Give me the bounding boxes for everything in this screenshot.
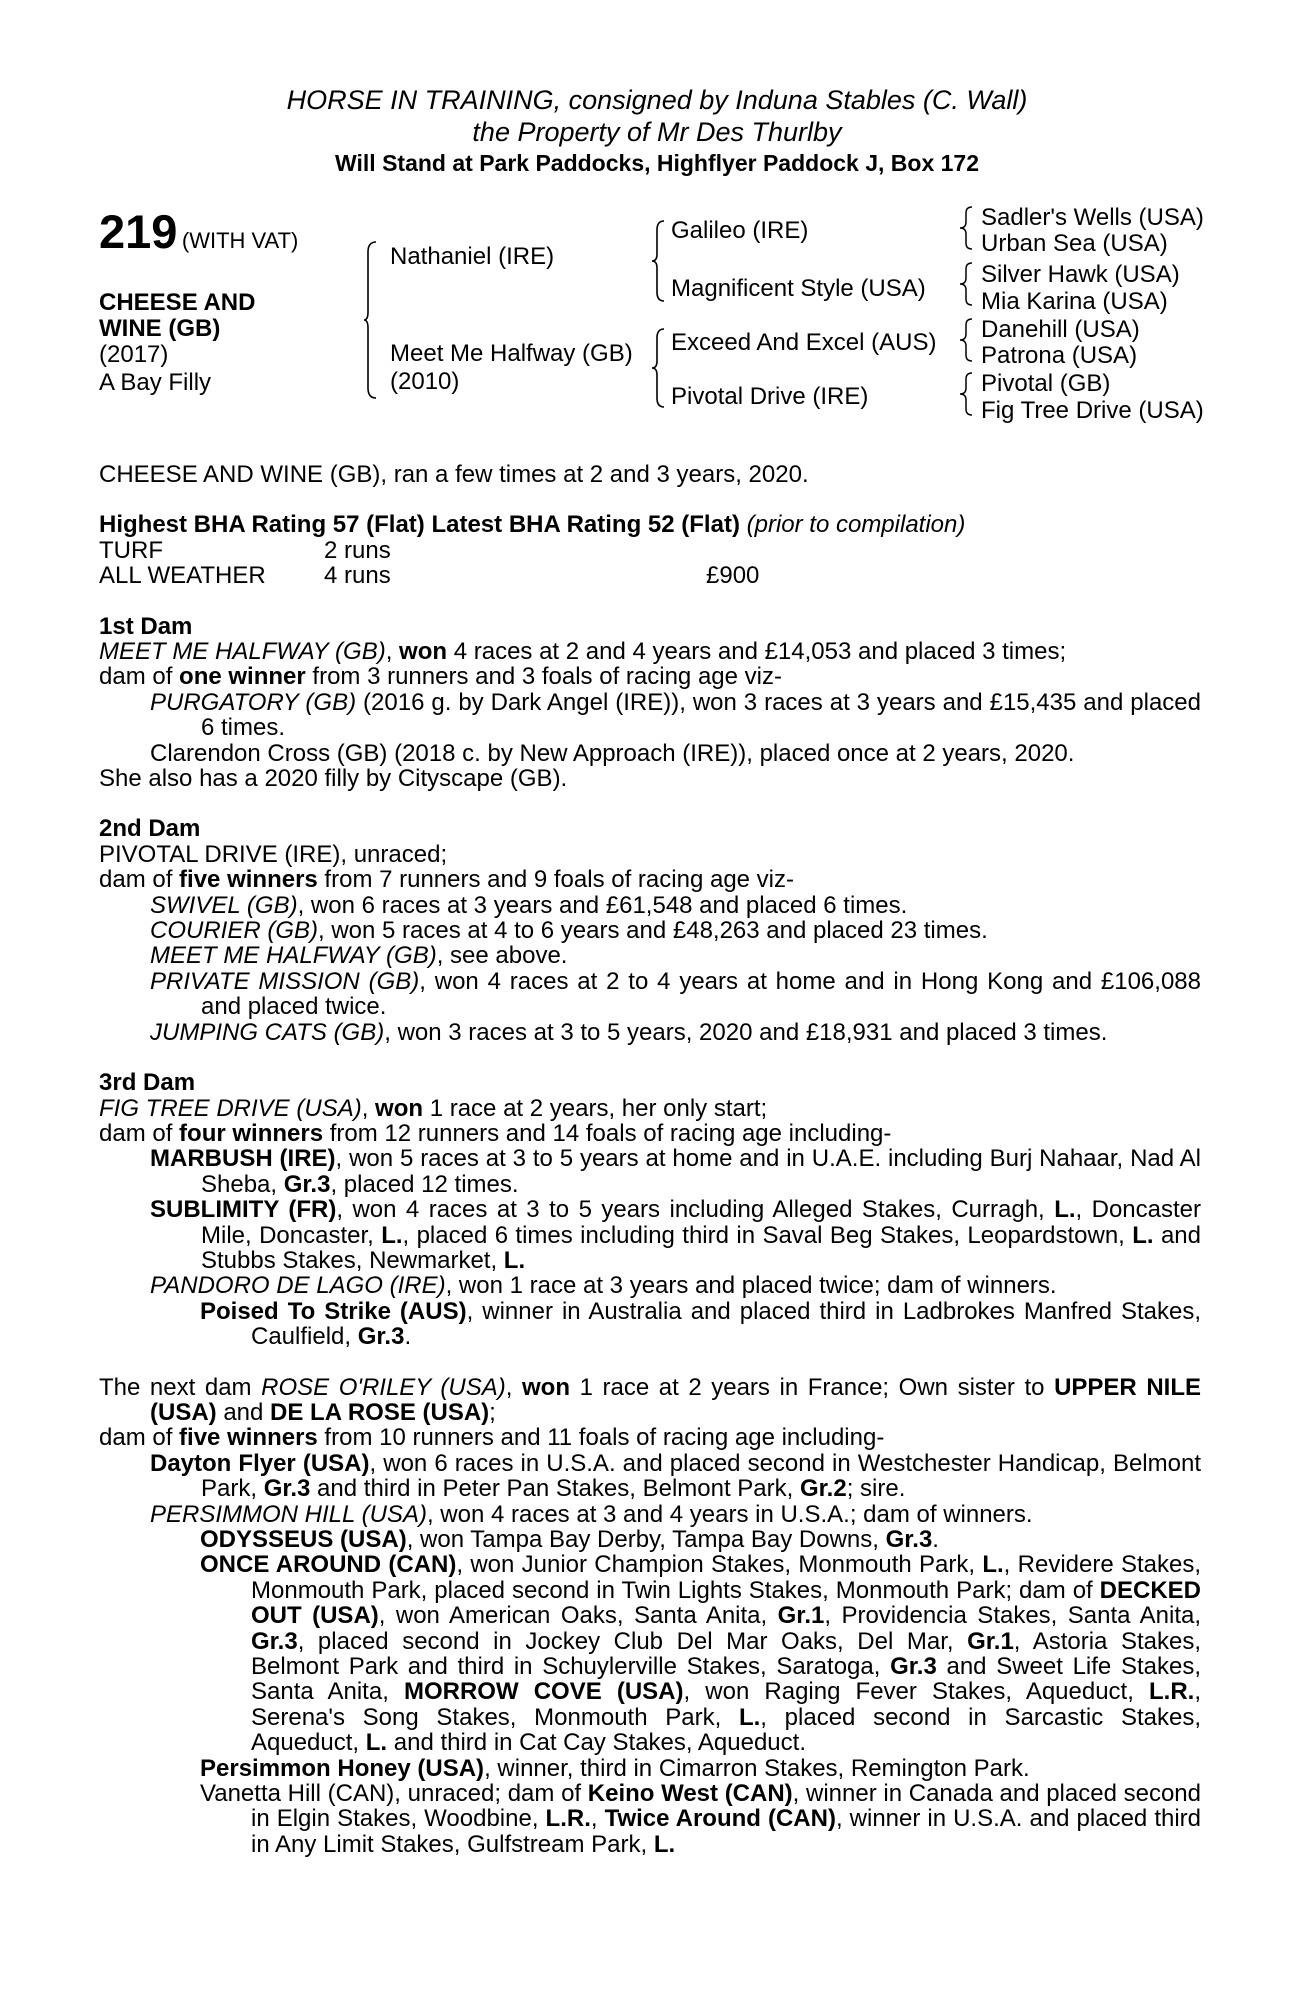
produce-entry (99, 1781, 1201, 1857)
turf-runs: 2 runs (324, 536, 391, 564)
text: from 12 runners and 14 foals of racing age including- (323, 1119, 892, 1147)
text: from 10 runners and 11 foals of racing age including- (317, 1424, 885, 1452)
aw-runs: 4 runs (324, 562, 391, 590)
race-summary: CHEESE AND WINE (GB), ran a few times at 2 and 3 years, 2020. (99, 461, 809, 488)
pedigree-bracket-dam (652, 328, 666, 408)
text: , placed second in Jockey Club Del Mar Oaks, Del Mar, (297, 1627, 968, 1655)
listed-label: L.R. (545, 1805, 591, 1833)
produce-name: ONCE AROUND (CAN) (200, 1551, 457, 1579)
text: , winner in U.S.A. and placed third in Any Limit Stakes, Gulfstream Park, (251, 1805, 1202, 1858)
produce-entry (99, 690, 1201, 741)
pedigree-bracket-dd (960, 372, 974, 416)
text: from 7 runners and 9 foals of racing age viz- (317, 866, 795, 894)
produce-name: SWIVEL (GB) (150, 891, 298, 919)
bha-rating-headline: Highest BHA Rating 57 (Flat) Latest BHA Rating 52 (Flat) (99, 511, 740, 539)
third-dam-name: FIG TREE DRIVE (USA) (99, 1094, 362, 1122)
catalogue-body (99, 462, 1201, 1857)
bha-rating-note: (prior to compilation) (746, 511, 966, 539)
pedigree-sire: Nathaniel (IRE) (390, 243, 555, 270)
produce-entry: Clarendon Cross (GB) (2018 c. by New Approach (IRE)), placed once at 2 years, 2020. (150, 739, 1075, 767)
won-label: won (375, 1094, 424, 1122)
pedigree-dam-sire: Exceed And Excel (AUS) (671, 329, 937, 356)
produce-name: MARBUSH (IRE) (150, 1145, 336, 1173)
text: The next dam (99, 1373, 262, 1401)
first-dam-produce-summary (99, 664, 1201, 689)
text: , won American Oaks, Santa Anita, (378, 1602, 778, 1630)
produce-name: SUBLIMITY (FR) (150, 1196, 337, 1224)
produce-name: PRIVATE MISSION (GB) (150, 967, 420, 995)
produce-entry (99, 1146, 1201, 1197)
won-label: won (399, 638, 448, 665)
text: dam of (99, 663, 180, 691)
winners-count: one winner (179, 663, 306, 691)
grade-label: Gr.3 (251, 1627, 298, 1655)
text: 1 race at 2 years in France; Own sister to (570, 1373, 1055, 1401)
pedigree-bracket-sd (960, 262, 974, 306)
grade-label: Gr.1 (967, 1627, 1014, 1655)
text: , won 5 races at 4 to 6 years and £48,263 and placed 23 times. (318, 917, 988, 945)
text: and Stubbs Stakes, Newmarket, (201, 1221, 1201, 1274)
next-dam-produce-summary (99, 1425, 1201, 1450)
listed-label: L. (982, 1551, 1004, 1579)
produce-entry (99, 1552, 1201, 1755)
produce-entry (99, 918, 1201, 943)
pedigree-dam-dam: Pivotal Drive (IRE) (671, 383, 869, 410)
all-weather-record (99, 563, 1201, 588)
lot-number: 219 (99, 205, 178, 258)
text: , placed second in Sarcastic Stakes, Aqueduct, (251, 1703, 1201, 1757)
pedigree-bracket-main (364, 240, 384, 400)
horse-description: A Bay Filly (99, 369, 212, 396)
pedigree-dds: Pivotal (GB) (981, 370, 1111, 397)
listed-label: L. (738, 1703, 761, 1731)
text: , placed 12 times. (330, 1170, 519, 1198)
text: (2016 g. by Dark Angel (IRE)), won 3 races at 3 years and £15,435 and placed 6 times. (201, 688, 1201, 742)
first-dam-line (99, 639, 1201, 664)
pedigree-ssd: Urban Sea (USA) (981, 230, 1168, 257)
text: , Astoria Stakes, Belmont Park and third in Schuylerville Stakes, Saratoga, (251, 1627, 1201, 1681)
grade-label: Gr.2 (799, 1475, 847, 1503)
text: , won 1 race at 3 years and placed twice; dam of winners. (445, 1272, 1057, 1300)
winners-count: five winners (179, 1424, 318, 1452)
pedigree-dam: Meet Me Halfway (GB) (390, 340, 633, 367)
won-label: won (522, 1373, 571, 1401)
produce-name: ODYSSEUS (USA) (200, 1526, 407, 1553)
pedigree-bracket-ss (960, 206, 974, 250)
aw-label: ALL WEATHER (99, 562, 266, 590)
first-dam-heading: 1st Dam (99, 612, 193, 640)
text: , winner in Canada and placed second in Elgin Stakes, Woodbine, (251, 1780, 1201, 1833)
text: , placed 6 times including third in Saval Beg Stakes, Leopardstown, (402, 1221, 1133, 1249)
listed-label: L.R. (1149, 1678, 1195, 1706)
produce-name: COURIER (GB) (150, 917, 318, 945)
text: , won 6 races in U.S.A. and placed second in Westchester Handicap, Belmont Park, (201, 1449, 1201, 1503)
produce-entry (99, 1273, 1201, 1298)
next-dam-line (99, 1375, 1201, 1426)
listed-label: L. (1054, 1196, 1076, 1224)
text: , won Tampa Bay Derby, Tampa Bay Downs, (406, 1526, 886, 1553)
text: . (932, 1526, 939, 1553)
produce-entry (99, 969, 1201, 1020)
text: . (404, 1323, 412, 1351)
listed-label: L. (365, 1729, 388, 1757)
listed-label: L. (1132, 1221, 1154, 1249)
second-dam-line: PIVOTAL DRIVE (IRE), unraced; (99, 840, 448, 868)
produce-name: JUMPING CATS (GB) (150, 1018, 385, 1046)
text: , Serena's Song Stakes, Monmouth Park, (251, 1678, 1201, 1731)
produce-name: Dayton Flyer (USA) (150, 1449, 370, 1477)
third-dam-produce-summary (99, 1121, 1201, 1146)
text: , (361, 1094, 376, 1122)
first-dam-name: MEET ME HALFWAY (GB) (99, 638, 386, 665)
produce-name: Poised To Strike (AUS) (200, 1297, 467, 1325)
text: , (385, 638, 400, 665)
text: and Sweet Life Stakes, Santa Anita, (251, 1653, 1202, 1706)
third-dam-line (99, 1096, 1201, 1121)
text: and (216, 1398, 271, 1426)
text: , won 4 races at 3 and 4 years in U.S.A.; dam of winners. (426, 1500, 1033, 1528)
text: , won 3 races at 3 to 5 years, 2020 and £18,931 and placed 3 times. (384, 1018, 1108, 1046)
pedigree-sds: Silver Hawk (USA) (981, 261, 1180, 288)
produce-entry (99, 1756, 1201, 1781)
pedigree-bracket-ds (960, 318, 974, 362)
horse-name-line2: WINE (GB) (99, 315, 221, 342)
produce-entry (99, 893, 1201, 918)
text: , winner in Australia and placed third in Ladbrokes Manfred Stakes, Caulfield, (251, 1297, 1201, 1351)
pedigree-dsd: Patrona (USA) (981, 342, 1138, 369)
pedigree-ddd: Fig Tree Drive (USA) (981, 397, 1204, 424)
second-dam-heading: 2nd Dam (99, 815, 201, 843)
location-line: Will Stand at Park Paddocks, Highflyer Paddock J, Box 172 (335, 150, 979, 176)
listed-label: L. (503, 1246, 526, 1274)
text: Vanetta Hill (CAN), unraced; dam of (200, 1780, 588, 1808)
text: , see above. (436, 942, 568, 970)
text: , won Junior Champion Stakes, Monmouth Park, (456, 1551, 983, 1579)
winners-count: four winners (179, 1119, 324, 1147)
grade-label: Gr.3 (263, 1475, 311, 1503)
produce-name: PANDORO DE LAGO (IRE) (150, 1272, 446, 1300)
produce-entry (99, 1502, 1201, 1527)
grade-label: Gr.3 (885, 1526, 933, 1553)
produce-entry (99, 1527, 1201, 1552)
produce-entry (99, 1020, 1201, 1045)
lot-number-block (99, 204, 298, 259)
pedigree-bracket-sire (652, 220, 666, 302)
produce-entry (99, 1299, 1201, 1350)
text: from 3 runners and 3 foals of racing age viz- (305, 663, 782, 691)
text: 4 races at 2 and 4 years and £14,053 and placed 3 times; (447, 638, 1067, 665)
grade-label: Gr.1 (777, 1602, 825, 1630)
produce-name: Twice Around (CAN) (604, 1805, 836, 1833)
third-dam-heading: 3rd Dam (99, 1069, 196, 1097)
text: , (590, 1805, 605, 1833)
text: ; (489, 1398, 496, 1426)
text: dam of (99, 1424, 180, 1452)
text: , Providencia Stakes, Santa Anita, (824, 1602, 1202, 1630)
grade-label: Gr.3 (283, 1170, 331, 1198)
produce-entry (99, 943, 1201, 968)
produce-name: DECKED OUT (USA) (251, 1576, 1201, 1630)
winners-count: five winners (179, 866, 318, 894)
text: , won 4 races at 2 to 4 years at home and in Hong Kong and £106,088 and placed twice. (201, 967, 1201, 1021)
text: , won 6 races at 3 years and £61,548 and placed 6 times. (297, 891, 908, 919)
horse-year: (2017) (99, 341, 169, 368)
text: , Revidere Stakes, Monmouth Park, placed second in Twin Lights Stakes, Monmouth Park; dam of (251, 1551, 1202, 1604)
produce-entry (99, 1197, 1201, 1273)
produce-name: PERSIMMON HILL (USA) (150, 1500, 427, 1528)
pedigree-sire-sire: Galileo (IRE) (671, 217, 809, 244)
produce-name: MEET ME HALFWAY (GB) (150, 942, 437, 970)
text: , won 5 races at 3 to 5 years at home and in U.A.E. including Burj Nahaar, Nad Al Sheba, (201, 1145, 1201, 1198)
consignor-line: HORSE IN TRAINING, consigned by Induna Stables (C. Wall) (286, 85, 1028, 115)
pedigree-sss: Sadler's Wells (USA) (981, 204, 1204, 231)
next-dam-name: ROSE O'RILEY (USA) (261, 1373, 506, 1401)
pedigree-dam-year: (2010) (390, 368, 460, 395)
produce-name: PURGATORY (GB) (150, 688, 357, 716)
text: , Doncaster Mile, Doncaster, (201, 1196, 1202, 1249)
text: dam of (99, 866, 180, 894)
second-dam-produce-summary (99, 867, 1201, 892)
text: and third in Peter Pan Stakes, Belmont Park, (310, 1475, 800, 1503)
sister-name: UPPER NILE (USA) (150, 1373, 1201, 1426)
produce-name: MORROW COVE (USA) (403, 1678, 684, 1706)
bha-rating (99, 512, 1201, 537)
turf-label: TURF (99, 536, 163, 564)
turf-record (99, 538, 1201, 563)
owner-line: the Property of Mr Des Thurlby (472, 117, 842, 147)
pedigree-sire-dam: Magnificent Style (USA) (671, 275, 926, 302)
text: , won 4 races at 3 to 5 years including Alleged Stakes, Curragh, (336, 1196, 1055, 1224)
produce-name: Keino West (CAN) (587, 1780, 793, 1808)
text: ; sire. (846, 1475, 906, 1503)
vat-label: (WITH VAT) (181, 228, 299, 253)
text: dam of (99, 1119, 180, 1147)
text: and third in Cat Cay Stakes, Aqueduct. (387, 1729, 806, 1757)
pedigree-sdd: Mia Karina (USA) (981, 288, 1168, 315)
produce-note: She also has a 2020 filly by Cityscape (GB). (99, 765, 568, 793)
sister-name: DE LA ROSE (USA) (270, 1398, 490, 1426)
grade-label: Gr.3 (357, 1323, 405, 1351)
aw-prize: £900 (706, 562, 760, 590)
text: , winner, third in Cimarron Stakes, Remington Park. (484, 1754, 1030, 1782)
horse-name-line1: CHEESE AND (99, 289, 256, 316)
grade-label: Gr.3 (890, 1653, 937, 1681)
text: 1 race at 2 years, her only start; (423, 1094, 768, 1122)
text: , won Raging Fever Stakes, Aqueduct, (683, 1678, 1149, 1706)
listed-label: L. (653, 1830, 676, 1858)
text: , (505, 1373, 523, 1401)
produce-name: Persimmon Honey (USA) (200, 1754, 485, 1782)
listed-label: L. (381, 1221, 403, 1249)
produce-entry (99, 1451, 1201, 1502)
pedigree-dss: Danehill (USA) (981, 316, 1140, 343)
